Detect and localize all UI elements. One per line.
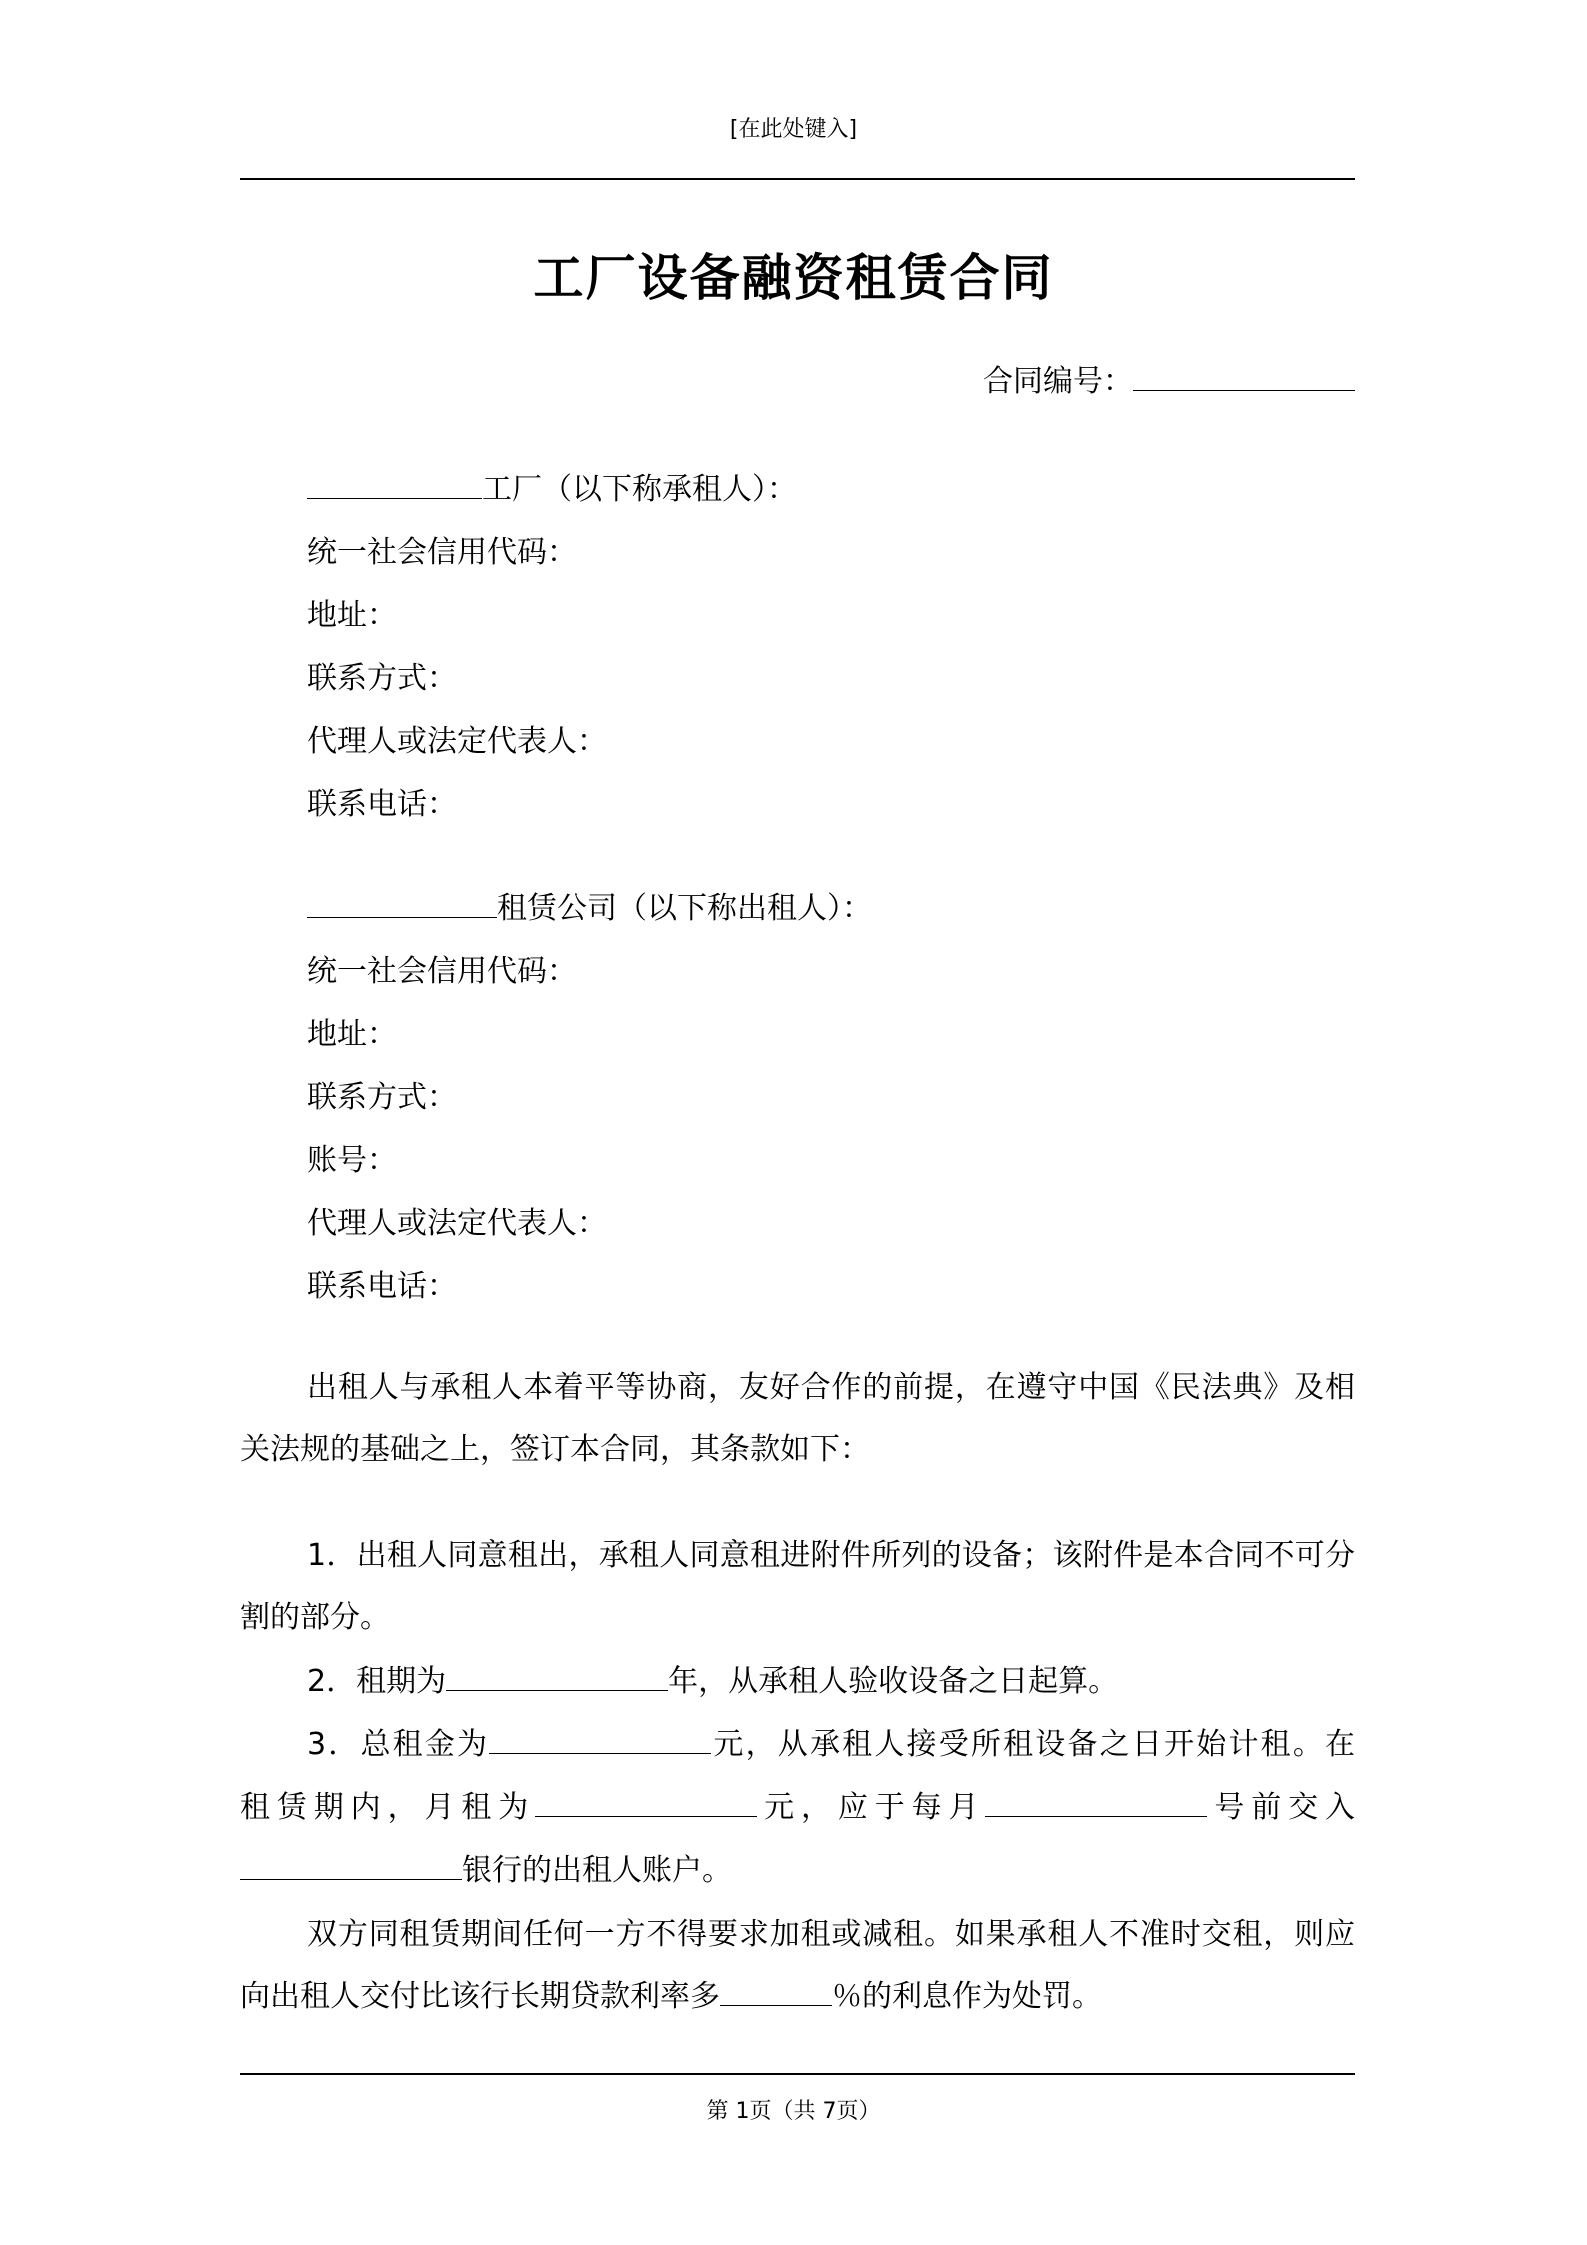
clause-3-line-3 [240,1840,1355,1902]
clause-3-text-f: 银行的出租人账户。 [462,1853,732,1888]
clause-1: 1．出租人同意租出，承租人同意租进附件所列的设备；该附件是本合同不可分割的部分。 [240,1538,1355,1635]
clause-3-line-1 [240,1714,1355,1776]
penalty-paragraph [240,1904,1355,2028]
clause-3-text-d: 元，应于每月 [757,1790,986,1825]
lessor-field-phone: 联系电话： [307,1269,457,1304]
clause-3-text-c: 租赁期内，月租为 [240,1790,536,1825]
penalty-text-a: 双方同租赁期间任何一方不得要求加租或减租。如果承租人不准时交租，则 [307,1917,1325,1952]
clause-2-text-b: 年，从承租人验收设备之日起算。 [668,1664,1119,1699]
document-title: 工厂设备融资租赁合同 [533,249,1054,307]
clause-2 [240,1651,1355,1713]
bank-name-blank [240,1848,462,1881]
clause-3-line-2 [240,1777,1355,1839]
lessor-heading-text: 租赁公司（以下称出租人）： [497,891,872,926]
monthly-rent-blank [535,1785,757,1818]
lessee-field-address: 地址： [307,598,397,633]
lessee-field-representative: 代理人或法定代表人： [307,724,607,759]
lessee-heading-text: 工厂（以下称承租人）： [482,472,797,507]
lessor-heading [307,883,872,927]
lessor-field-account: 账号： [307,1143,397,1178]
due-day-blank [985,1785,1207,1818]
interest-rate-blank [720,1974,832,2007]
penalty-text-b: 应向出租人交付比该行长期贷款利率多 [240,1917,1355,2014]
intro-paragraph: 出租人与承租人本着平等协商，友好合作的前提，在遵守中国《民法典》及相关法规的基础之上，签订本合同，其条款如下： [240,1370,1355,1467]
lessee-field-credit-code: 统一社会信用代码： [307,535,577,570]
lessee-heading [307,464,797,508]
header-rule [240,178,1355,180]
page-footer: 第 1页（共 7页） [706,2099,881,2124]
page-header: [在此处键入] [729,117,858,142]
lessor-field-representative: 代理人或法定代表人： [307,1206,607,1241]
lessee-field-contact: 联系方式： [307,661,457,696]
lessee-name-blank [307,467,482,500]
contract-number [983,356,1355,400]
total-rent-blank [489,1722,711,1755]
footer-rule [240,2073,1355,2075]
lease-term-blank [446,1659,668,1692]
penalty-text-c: ％的利息作为处罚。 [832,1979,1102,2014]
clause-3-text-e: 号前交入 [1207,1790,1355,1825]
clause-3-text-a: 3．总租金为 [307,1727,490,1762]
lessor-field-address: 地址： [307,1017,397,1052]
lessor-field-credit-code: 统一社会信用代码： [307,954,577,989]
lessor-name-blank [307,886,497,919]
lessee-field-phone: 联系电话： [307,787,457,822]
contract-number-blank [1133,359,1355,392]
lessor-field-contact: 联系方式： [307,1080,457,1115]
clause-3-text-b: 元，从承租人接受所租设备之日开始计租。在 [711,1727,1355,1762]
contract-number-label: 合同编号： [983,364,1133,399]
clause-2-text-a: 2．租期为 [307,1664,447,1699]
